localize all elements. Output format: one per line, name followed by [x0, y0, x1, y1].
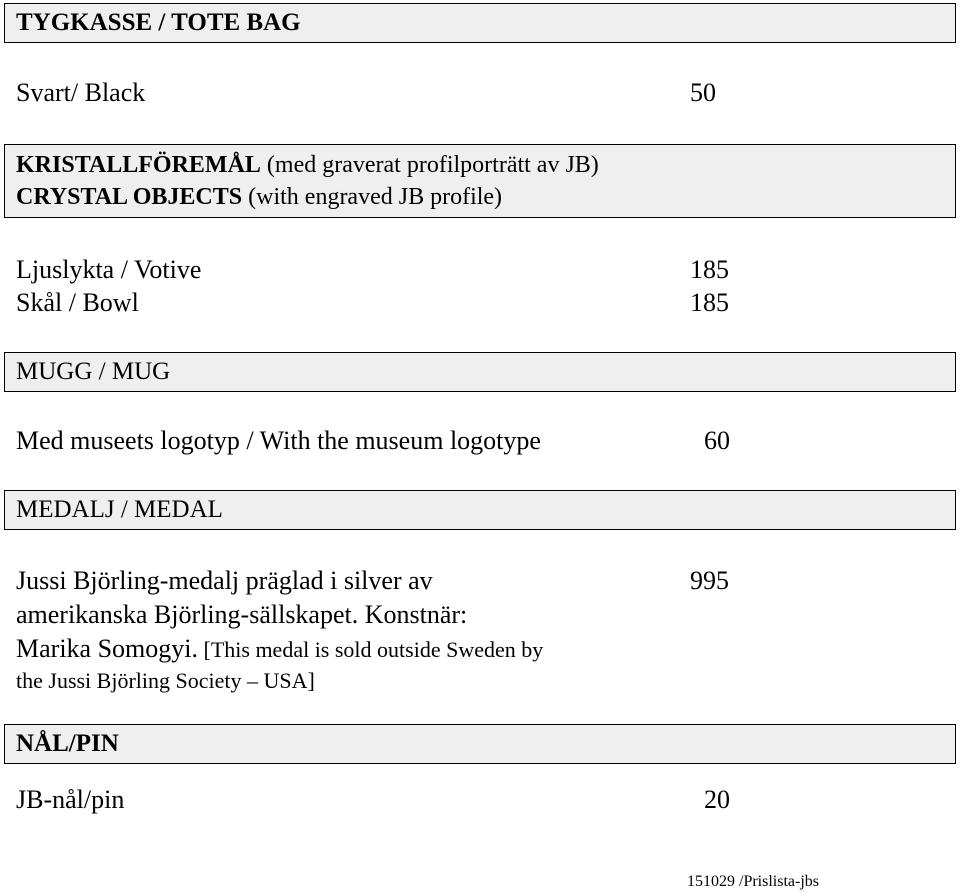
item-price-mug-logotype: 60 [704, 426, 730, 455]
crystal-header-line-1: KRISTALLFÖREMÅL (med graverat profilporträtt av JB) [16, 152, 599, 178]
section-header-crystal [4, 144, 956, 218]
section-header-pin [4, 724, 956, 764]
item-price-bowl: 185 [690, 288, 729, 317]
item-price-pin: 20 [704, 785, 730, 814]
medal-description-line-3: Marika Somogyi. [This medal is sold outside Sweden by [16, 634, 544, 663]
item-label-bowl: Skål / Bowl [16, 288, 139, 317]
medal-description-line-2: amerikanska Björling-sällskapet. Konstnär: [16, 600, 468, 629]
medal-description-line-1: Jussi Björling-medalj präglad i silver av [16, 566, 433, 595]
section-title: NÅL/PIN [16, 730, 119, 757]
item-price-black: 50 [690, 78, 716, 107]
item-label-mug-logotype: Med museets logotyp / With the museum logotype [16, 426, 541, 455]
medal-description-line-4: the Jussi Björling Society – USA] [16, 668, 315, 693]
section-header-tote-bag [4, 3, 956, 43]
section-title: MEDALJ / MEDAL [16, 496, 223, 523]
item-price-medal: 995 [690, 566, 729, 595]
item-price-votive: 185 [690, 255, 729, 284]
document-footer-reference: 151029 /Prislista-jbs [687, 873, 820, 890]
item-label-black: Svart/ Black [16, 78, 146, 107]
section-title: MUGG / MUG [16, 358, 171, 385]
crystal-header-line-2: CRYSTAL OBJECTS (with engraved JB profile) [16, 184, 503, 210]
item-label-votive: Ljuslykta / Votive [16, 255, 202, 284]
section-title: TYGKASSE / TOTE BAG [16, 9, 301, 36]
section-header-mug [4, 352, 956, 392]
section-header-medal [4, 490, 956, 530]
item-label-pin: JB-nål/pin [16, 785, 125, 814]
